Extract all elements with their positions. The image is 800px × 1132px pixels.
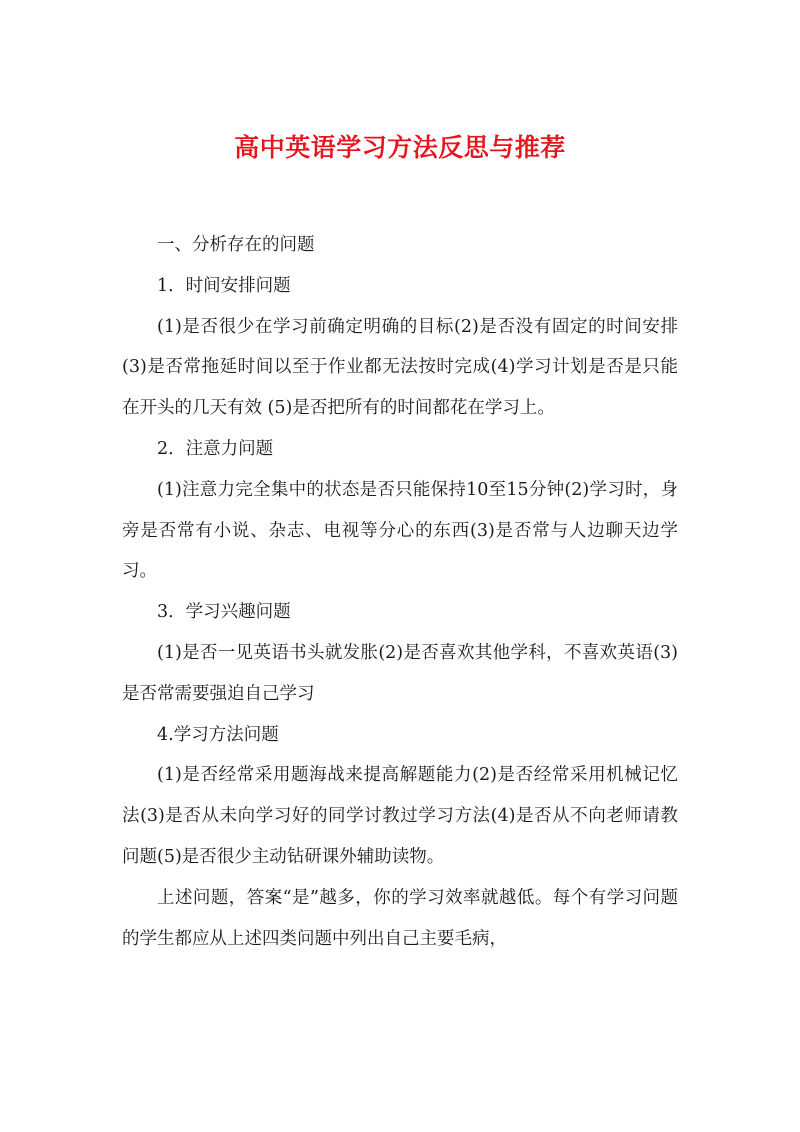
paragraph: (1)注意力完全集中的状态是否只能保持10至15分钟(2)学习时，身旁是否常有小说、杂志、电视等分心的东西(3)是否常与人边聊天边学习。 — [122, 479, 678, 582]
subsection-heading: 3．学习兴趣问题 — [157, 602, 291, 623]
section-heading: 一、分析存在的问题 — [157, 235, 315, 255]
document-title: 高中英语学习方法反思与推荐 — [234, 133, 566, 162]
paragraph: (1)是否经常采用题海战来提高解题能力(2)是否经常采用机械记忆法(3)是否从未向学习好的同学讨教过学习方法(4)是否从不向老师请教问题(5)是否很少主动钻研课外辅助读物。 — [122, 765, 678, 867]
subsection-heading: 1．时间安排问题 — [157, 275, 291, 296]
paragraph: 上述问题，答案“是”越多，你的学习效率就越低。每个有学习问题的学生都应从上述四类问题中列出自己主要毛病， — [122, 887, 678, 949]
paragraph: (1)是否很少在学习前确定明确的目标(2)是否没有固定的时间安排(3)是否常拖延时间以至于作业都无法按时完成(4)学习计划是否是只能在开头的几天有效 (5)是否把所有的时间都花在学习上。 — [122, 316, 678, 419]
subsection-heading: 4.学习方法问题 — [157, 724, 279, 745]
document-body — [122, 225, 678, 959]
subsection-heading: 2．注意力问题 — [157, 438, 274, 459]
paragraph: (1)是否一见英语书头就发胀(2)是否喜欢其他学科，不喜欢英语(3)是否常需要强迫自己学习 — [122, 642, 678, 704]
